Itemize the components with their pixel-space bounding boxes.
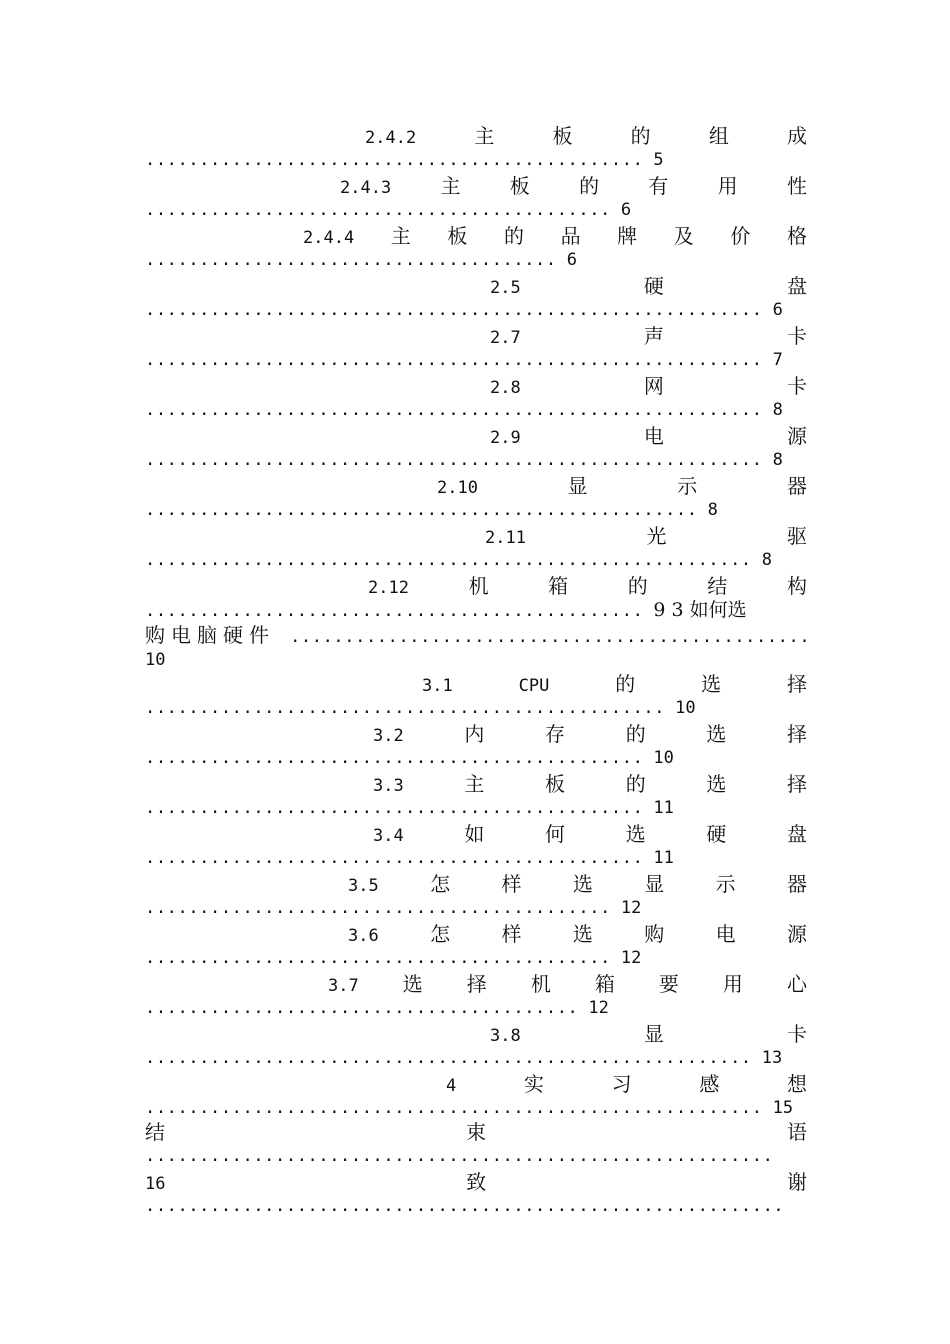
toc-title-char: 选 (706, 722, 727, 746)
toc-title-char: 如 (464, 822, 485, 846)
toc-leader-line (145, 1047, 807, 1072)
toc-entry (145, 672, 807, 722)
toc-page-number: 9 3 如何选 (653, 599, 747, 621)
toc-entry-title (145, 1022, 807, 1047)
toc-entry-title (145, 922, 807, 947)
toc-title-char: 选 (402, 972, 423, 996)
toc-page-number: 11 (653, 798, 674, 818)
toc-title-char: 用 (717, 174, 738, 198)
toc-leader-line (145, 697, 807, 722)
toc-section-number: 3.8 (490, 1026, 521, 1046)
toc-title-char: 结 (707, 574, 728, 598)
toc-page-number: 8 (761, 550, 773, 570)
toc-page-number: 11 (653, 848, 674, 868)
toc-leader-dots: .............................................. (145, 150, 644, 170)
toc-title-char: 样 (501, 922, 522, 946)
toc-title-char: 性 (786, 174, 807, 198)
toc-title-char: 想 (787, 1072, 807, 1096)
toc-title-char: 盘 (787, 274, 807, 298)
toc-title-char: 主 (474, 124, 495, 148)
toc-title-char: 品 (560, 224, 581, 248)
toc-entry (145, 124, 807, 174)
toc-entry (145, 474, 807, 524)
toc-title-char: 示 (715, 872, 736, 896)
toc-title-char: 存 (545, 722, 566, 746)
toc-section-number: 3.4 (373, 826, 404, 846)
toc-page-number: 13 (761, 1048, 783, 1068)
toc-leader-line (145, 947, 807, 972)
toc-title-char: 显 (643, 1022, 664, 1046)
toc-section-number: 3.7 (328, 976, 359, 996)
toc-entry (145, 1072, 807, 1122)
toc-leader-line (145, 747, 807, 772)
toc-title-char: 价 (730, 224, 751, 248)
toc-entry-title (145, 324, 807, 349)
toc-leader-dots: .............................................. (145, 848, 644, 868)
toc-page-number: 15 (772, 1098, 794, 1118)
toc-entry-title (145, 1072, 807, 1097)
conclusion-dots: .......................................................... (145, 1146, 774, 1166)
toc-entry-title (145, 224, 807, 249)
toc-leader-dots: ........................................... (145, 948, 611, 968)
toc-entry-title (145, 722, 807, 747)
toc-title-char: 感 (699, 1072, 720, 1096)
toc-section-number: 2.7 (490, 328, 521, 348)
toc-entry (145, 174, 807, 224)
toc-entry-title (145, 424, 807, 449)
toc-leader-line (145, 549, 807, 574)
toc-leader-dots: ......................................................... (145, 1098, 763, 1118)
toc-title-char: 源 (787, 424, 807, 448)
toc-entry (145, 972, 807, 1022)
toc-entry (145, 224, 807, 274)
toc-page-number: 10 (653, 748, 674, 768)
toc-leader-dots: ........................................................ (145, 1048, 752, 1068)
toc-title-char: 选 (572, 922, 593, 946)
toc-section-number: 2.9 (490, 428, 521, 448)
toc-section-number: 4 (446, 1076, 457, 1096)
toc-page-number: 6 (772, 300, 783, 320)
toc-leader-line (145, 199, 807, 224)
toc-title-char: 格 (786, 224, 807, 248)
toc-entry-title (145, 524, 807, 549)
toc-page-number: 12 (620, 948, 642, 968)
toc-entry-title (145, 474, 807, 499)
toc-title-char: 的 (630, 124, 651, 148)
toc-title-char: 择 (787, 722, 807, 746)
toc-entry-title (145, 274, 807, 299)
toc-leader-line (145, 599, 807, 624)
toc-section-number: 3.2 (373, 726, 404, 746)
toc-page-number: 8 (772, 450, 783, 470)
toc-title-char: 主 (440, 174, 461, 198)
toc-title-char: 有 (648, 174, 669, 198)
toc-title-char: 的 (579, 174, 600, 198)
toc-section-number: 2.5 (490, 278, 521, 298)
toc-title-char: 示 (677, 474, 698, 498)
toc-leader-line (145, 399, 807, 424)
toc-leader-dots: ........................................ (145, 998, 579, 1018)
toc-title-char: 选 (701, 672, 722, 696)
toc-title-char: 板 (509, 174, 530, 198)
chapter3-dots: ................................................ (290, 627, 811, 647)
chapter3-title: 购电脑硬件 (145, 623, 275, 647)
toc-page-number: 10 (675, 698, 696, 718)
chapter3-title-line (145, 623, 811, 648)
toc-title-char: 主 (390, 224, 411, 248)
toc-entry (145, 1022, 807, 1072)
toc-entry-title (145, 822, 807, 847)
toc-title-char: 的 (625, 722, 646, 746)
toc-title-char: 机 (530, 972, 551, 996)
toc-title-char: 箱 (548, 574, 569, 598)
toc-entry (145, 574, 807, 624)
toc-title-char: 选 (706, 772, 727, 796)
toc-title-char: 择 (787, 672, 807, 696)
toc-section-number: 3.5 (348, 876, 379, 896)
toc-title-char: 硬 (643, 274, 664, 298)
toc-entry (145, 274, 807, 324)
toc-leader-dots: .............................................. (145, 601, 644, 621)
toc-title-char: 选 (625, 822, 646, 846)
toc-leader-dots: ......................................................... (145, 350, 763, 370)
toc-title-char: 构 (787, 574, 807, 598)
toc-entry-title (145, 174, 807, 199)
toc-page-number: 8 (772, 400, 783, 420)
toc-leader-dots: ...................................... (145, 250, 557, 270)
toc-title-char: 声 (643, 324, 664, 348)
toc-title-char: 成 (786, 124, 807, 148)
toc-entry-title (145, 374, 807, 399)
toc-title-char: 内 (464, 722, 485, 746)
toc-entry (145, 524, 807, 574)
toc-page-number: 5 (653, 150, 664, 170)
toc-leader-dots: .............................................. (145, 748, 644, 768)
thanks-title-line (145, 1170, 807, 1195)
toc-title-char: 卡 (787, 1022, 807, 1046)
toc-title-char: 器 (786, 474, 807, 498)
toc-leader-dots: ................................................ (145, 698, 666, 718)
toc-section-number: 2.4.2 (365, 128, 417, 148)
toc-title-char: 主 (464, 772, 485, 796)
toc-title-char: 卡 (787, 324, 807, 348)
toc-title-char: 的 (625, 772, 646, 796)
thanks-entry (145, 1170, 807, 1220)
toc-entry (145, 872, 807, 922)
thanks-char-2: 谢 (786, 1170, 807, 1194)
toc-leader-dots: .............................................. (145, 798, 644, 818)
toc-title-char: 的 (627, 574, 648, 598)
toc-leader-dots: ........................................... (145, 898, 611, 918)
toc-entry (145, 822, 807, 872)
toc-section-number: 2.8 (490, 378, 521, 398)
toc-leader-line (145, 997, 807, 1022)
toc-leader-dots: ......................................................... (145, 300, 763, 320)
toc-title-char: 的 (503, 224, 524, 248)
toc-leader-line (145, 797, 807, 822)
toc-page-number: 12 (588, 998, 609, 1018)
toc-title-char: 板 (447, 224, 468, 248)
conclusion-title-char: 语 (787, 1120, 807, 1144)
toc-page-number: 12 (620, 898, 642, 918)
toc-entry-title (145, 972, 807, 997)
toc-entry (145, 772, 807, 822)
toc-page-number: 6 (620, 200, 632, 220)
toc-title-char: 机 (468, 574, 489, 598)
toc-leader-dots: ......................................................... (145, 400, 763, 420)
toc-title-char: 板 (545, 772, 566, 796)
toc-section-number: 2.12 (368, 578, 409, 598)
toc-title-char: 心 (786, 972, 807, 996)
conclusion-title-line (145, 1120, 807, 1145)
toc-title-char: 电 (715, 922, 736, 946)
toc-title-char: 驱 (786, 524, 807, 548)
toc-title-char: 网 (643, 374, 664, 398)
toc-title-char: 何 (545, 822, 566, 846)
toc-leader-line (145, 149, 807, 174)
toc-title-char: 组 (708, 124, 729, 148)
toc-title-char: 光 (646, 524, 667, 548)
toc-page-number: 6 (566, 250, 577, 270)
toc-title-char: 源 (786, 922, 807, 946)
toc-title-char: 的 (615, 672, 636, 696)
toc-title-char: 卡 (787, 374, 807, 398)
toc-title-char: 习 (611, 1072, 632, 1096)
toc-title-char: CPU (518, 676, 550, 696)
toc-title-char: 箱 (594, 972, 615, 996)
toc-section-number: 3.3 (373, 776, 404, 796)
toc-leader-dots: ......................................................... (145, 450, 763, 470)
toc-leader-line (145, 299, 807, 324)
toc-title-char: 怎 (430, 872, 451, 896)
conclusion-title-char: 结 (145, 1120, 165, 1144)
toc-title-char: 购 (644, 922, 665, 946)
toc-leader-dots: ........................................................ (145, 550, 752, 570)
toc-entry (145, 722, 807, 772)
thanks-char-1: 致 (466, 1170, 487, 1194)
conclusion-entry (145, 1120, 807, 1170)
toc-title-char: 硬 (706, 822, 727, 846)
toc-title-char: 怎 (430, 922, 451, 946)
toc-leader-line (145, 349, 807, 374)
toc-section-number: 3.1 (422, 676, 453, 696)
toc-section-number: 2.10 (437, 478, 478, 498)
toc-leader-line (145, 847, 807, 872)
toc-title-char: 样 (501, 872, 522, 896)
toc-leader-line (145, 897, 807, 922)
toc-leader-dots: ................................................... (145, 500, 698, 520)
toc-leader-dots: ........................................... (145, 200, 611, 220)
toc-title-char: 板 (552, 124, 573, 148)
toc-section-number: 2.4.3 (340, 178, 392, 198)
toc-entry (145, 922, 807, 972)
toc-page-number: 7 (772, 350, 783, 370)
toc-entry-title (145, 772, 807, 797)
toc-title-char: 显 (644, 872, 665, 896)
toc-section-number: 2.11 (485, 528, 526, 548)
toc-page-number: 8 (707, 500, 718, 520)
toc-leader-line (145, 499, 807, 524)
toc-entry (145, 374, 807, 424)
toc-title-char: 盘 (787, 822, 807, 846)
conclusion-title-char: 束 (466, 1120, 486, 1144)
toc-leader-line (145, 449, 807, 474)
toc-title-char: 实 (523, 1072, 544, 1096)
toc-section-number: 3.6 (348, 926, 379, 946)
toc-entry-title (145, 872, 807, 897)
toc-entry (145, 324, 807, 374)
toc-leader-line (145, 249, 807, 274)
chapter3-page-number: 10 (145, 650, 166, 670)
toc-title-char: 显 (567, 474, 588, 498)
toc-title-char: 用 (722, 972, 743, 996)
toc-title-char: 电 (643, 424, 664, 448)
toc-leader-line (145, 1097, 807, 1122)
toc-title-char: 器 (786, 872, 807, 896)
toc-entry (145, 424, 807, 474)
thanks-dots: ........................................................... (145, 1196, 785, 1216)
toc-entry-title (145, 124, 807, 149)
toc-title-char: 选 (572, 872, 593, 896)
toc-section-number: 2.4.4 (303, 228, 355, 248)
toc-title-char: 要 (658, 972, 679, 996)
toc-title-char: 择 (787, 772, 807, 796)
conclusion-page-number: 16 (145, 1174, 166, 1194)
toc-entry-title (145, 574, 807, 599)
toc-entry-title (145, 672, 807, 697)
toc-title-char: 及 (673, 224, 694, 248)
toc-title-char: 牌 (617, 224, 638, 248)
toc-title-char: 择 (466, 972, 487, 996)
